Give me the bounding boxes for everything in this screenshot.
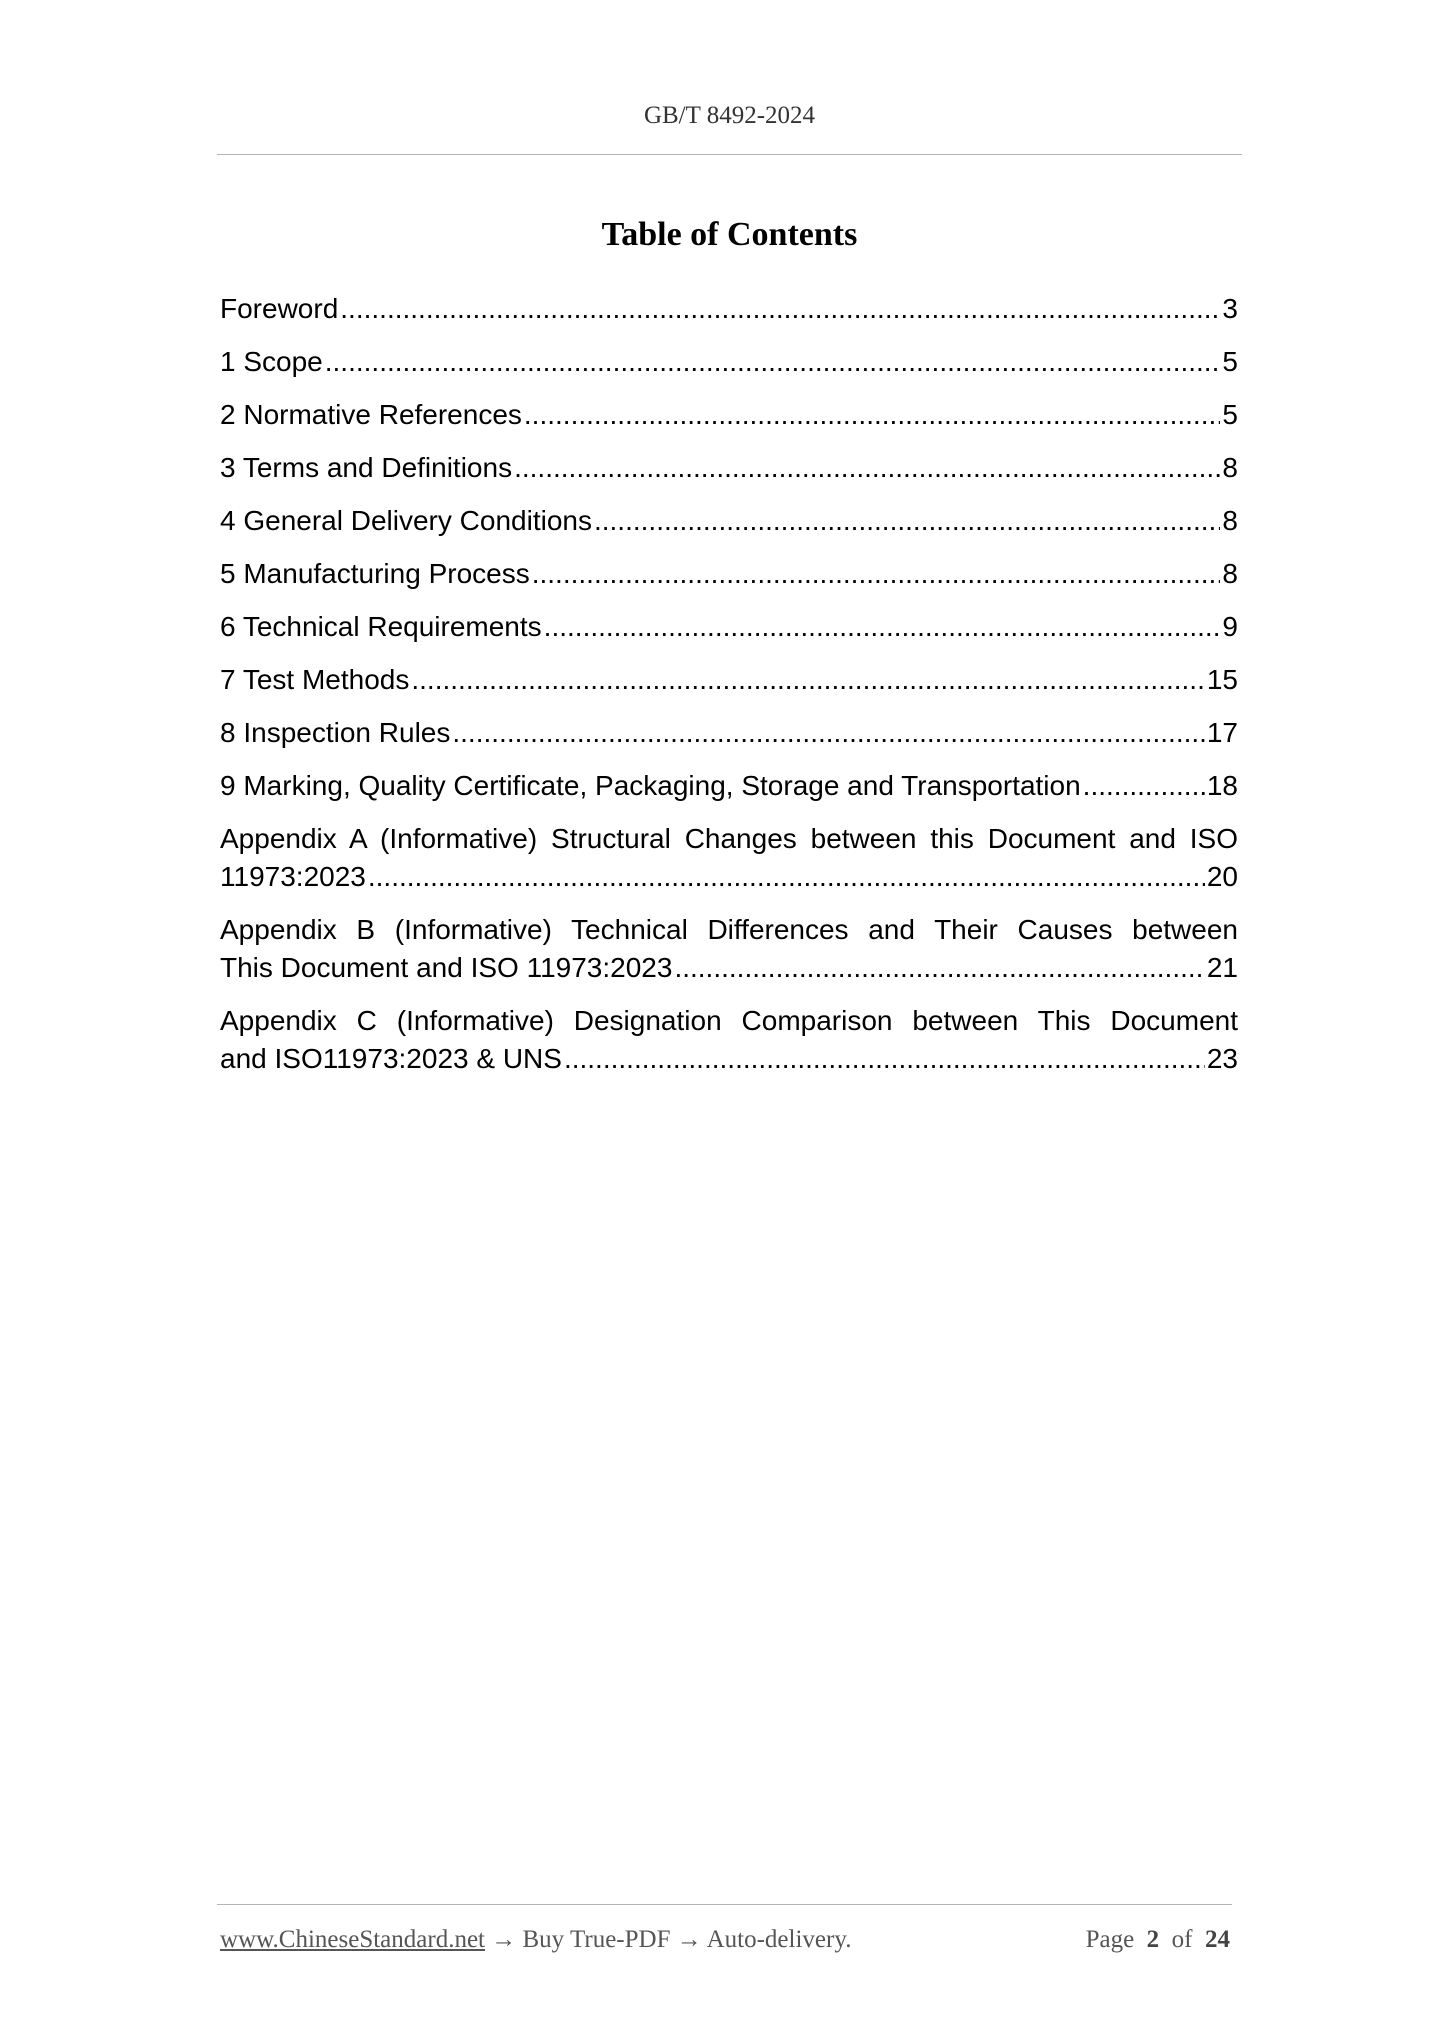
toc-entry-label: 1 Scope xyxy=(220,346,323,377)
toc-entry-page: 18 xyxy=(1206,770,1238,801)
toc-entry-label: Foreword xyxy=(220,293,339,324)
toc-entry-label-line1: Appendix B (Informative) Technical Differences and Their Causes between xyxy=(220,914,1238,945)
page-footer xyxy=(220,1926,1230,1954)
toc-entry-appendix-a[interactable] xyxy=(220,820,1238,896)
toc-title: Table of Contents xyxy=(601,216,858,253)
toc-entry-page: 8 xyxy=(1222,558,1238,589)
page-word: Page xyxy=(1085,1926,1135,1953)
toc-entry-page: 8 xyxy=(1222,452,1238,483)
toc-entry-label: 4 General Delivery Conditions xyxy=(220,505,592,536)
toc-entry-page: 17 xyxy=(1206,717,1238,748)
site-link[interactable]: www.ChineseStandard.net xyxy=(220,1926,485,1953)
dot-leader xyxy=(1083,767,1205,805)
toc-entry-page: 5 xyxy=(1222,399,1238,430)
toc-entry-label: 8 Inspection Rules xyxy=(220,717,451,748)
toc-entry-label-line2: This Document and ISO 11973:2023 xyxy=(220,952,673,983)
toc-entry-technical-requirements[interactable] xyxy=(220,608,1238,646)
dot-leader xyxy=(340,290,1220,328)
toc-entry-page: 5 xyxy=(1222,346,1238,377)
footer-promo xyxy=(220,1926,851,1954)
toc-entry-scope[interactable] xyxy=(220,343,1238,381)
toc-list xyxy=(220,290,1238,1093)
document-code-header: GB/T 8492-2024 xyxy=(643,102,816,129)
dot-leader xyxy=(368,858,1205,896)
dot-leader xyxy=(564,1040,1205,1078)
toc-entry-label-line1: Appendix C (Informative) Designation Comparison between This Document xyxy=(220,1005,1238,1036)
toc-entry-manufacturing-process[interactable] xyxy=(220,555,1238,593)
dot-leader xyxy=(325,343,1221,381)
toc-entry-marking-packaging[interactable] xyxy=(220,767,1238,805)
toc-entry-label: 2 Normative References xyxy=(220,399,522,430)
toc-entry-page: 8 xyxy=(1222,505,1238,536)
toc-entry-label-line1: Appendix A (Informative) Structural Changes between this Document and ISO xyxy=(220,823,1238,854)
toc-entry-page: 15 xyxy=(1206,664,1238,695)
toc-entry-label-line2: 11973:2023 xyxy=(220,861,366,892)
dot-leader xyxy=(524,396,1221,434)
toc-entry-appendix-b[interactable] xyxy=(220,911,1238,987)
toc-entry-terms-and-definitions[interactable] xyxy=(220,449,1238,487)
dot-leader xyxy=(544,608,1221,646)
dot-leader xyxy=(411,661,1204,699)
footer-divider xyxy=(217,1904,1232,1905)
toc-entry-label-line2: and ISO11973:2023 & UNS xyxy=(220,1043,562,1074)
toc-entry-label: 7 Test Methods xyxy=(220,664,410,695)
toc-entry-label: 6 Technical Requirements xyxy=(220,611,542,642)
header-divider xyxy=(217,154,1242,155)
toc-entry-page: 3 xyxy=(1222,293,1238,324)
dot-leader xyxy=(532,555,1221,593)
toc-entry-test-methods[interactable] xyxy=(220,661,1238,699)
dot-leader xyxy=(452,714,1204,752)
toc-entry-appendix-c[interactable] xyxy=(220,1002,1238,1078)
page-total: 24 xyxy=(1205,1926,1230,1953)
toc-entry-page: 21 xyxy=(1206,952,1238,983)
dot-leader xyxy=(514,449,1220,487)
buy-text: → Buy True-PDF → Auto-delivery. xyxy=(491,1926,852,1953)
toc-entry-label: 3 Terms and Definitions xyxy=(220,452,513,483)
dot-leader xyxy=(674,949,1204,987)
of-word: of xyxy=(1171,1926,1193,1953)
page-number xyxy=(1086,1926,1230,1954)
toc-entry-foreword[interactable] xyxy=(220,290,1238,328)
toc-entry-page: 23 xyxy=(1206,1043,1238,1074)
toc-entry-general-delivery-conditions[interactable] xyxy=(220,502,1238,540)
toc-entry-label: 9 Marking, Quality Certificate, Packaging, Storage and Transportation xyxy=(220,770,1081,801)
page-current: 2 xyxy=(1146,1926,1160,1953)
toc-entry-normative-references[interactable] xyxy=(220,396,1238,434)
toc-entry-page: 9 xyxy=(1222,611,1238,642)
toc-entry-page: 20 xyxy=(1206,861,1238,892)
toc-entry-label: 5 Manufacturing Process xyxy=(220,558,530,589)
dot-leader xyxy=(594,502,1220,540)
toc-entry-inspection-rules[interactable] xyxy=(220,714,1238,752)
